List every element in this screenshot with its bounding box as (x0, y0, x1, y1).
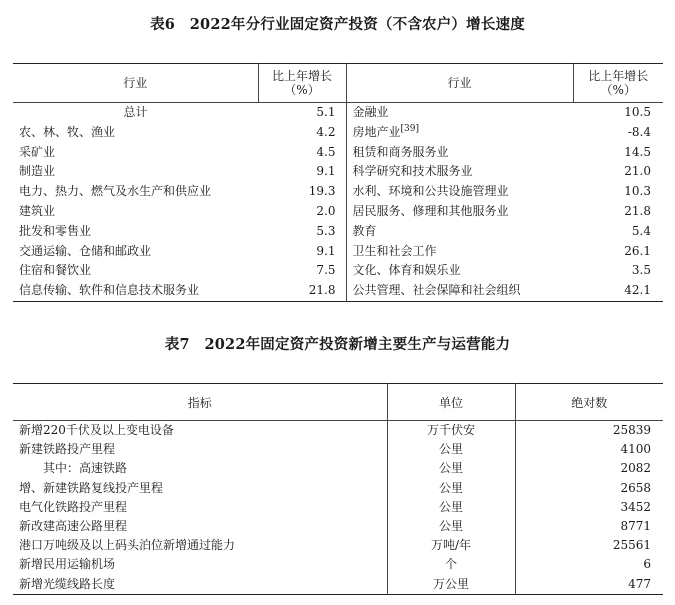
industry-name-right (346, 143, 573, 163)
indicator-name: 电气化铁路投产里程 (13, 498, 387, 517)
growth-value-right-text: 10.3 (624, 184, 651, 199)
industry-name-right (346, 123, 573, 143)
indicator-name: 新增光缆线路长度 (13, 575, 387, 595)
new-capacity-table (13, 383, 663, 595)
indicator-name: 其中：高速铁路 (13, 459, 387, 478)
table-row (13, 242, 663, 262)
growth-value-left-text: 5.3 (316, 223, 336, 238)
header-growth-right-line1: 比上年增长 (588, 69, 649, 83)
growth-value-left-text: 2.0 (316, 203, 336, 218)
industry-name-left-text: 建筑业 (19, 203, 56, 218)
indicator-unit: 万公里 (387, 575, 515, 595)
indicator-unit: 公里 (387, 440, 515, 459)
header-growth-left-line2: （%） (284, 83, 320, 97)
footnote-reference[interactable]: [39] (400, 123, 419, 134)
industry-name-left (13, 202, 258, 222)
table-row (13, 182, 663, 202)
industry-name-right-text: 卫生和社会工作 (352, 243, 437, 258)
industry-name-left-text: 制造业 (19, 164, 56, 179)
industry-name-left (13, 182, 258, 202)
industry-name-left (13, 143, 258, 163)
industry-name-right-text: 公共管理、社会保障和社会组织 (352, 283, 521, 298)
growth-value-left-text: 21.8 (308, 283, 336, 298)
growth-value-right-text: -8.4 (627, 124, 651, 139)
table-row (13, 479, 663, 498)
industry-growth-table (13, 63, 663, 302)
header-industry-left: 行业 (13, 64, 258, 103)
table-row (13, 517, 663, 536)
header-unit: 单位 (387, 384, 515, 421)
industry-name-left-text: 农、林、牧、渔业 (19, 124, 116, 139)
table-row (13, 202, 663, 222)
industry-name-right-text: 文化、体育和娱乐业 (352, 263, 461, 278)
growth-value-right-text: 26.1 (624, 243, 651, 258)
industry-name-right (346, 202, 573, 222)
growth-value-left-text: 4.2 (316, 124, 336, 139)
growth-value-right-text: 3.5 (631, 263, 651, 278)
table-row (13, 281, 663, 301)
industry-name-right-text: 教育 (352, 223, 377, 238)
growth-value-right (573, 123, 663, 143)
indicator-name: 新增民用运输机场 (13, 555, 387, 574)
industry-name-right (346, 261, 573, 281)
growth-value-left (258, 202, 346, 222)
table6-title: 表6 2022年分行业固定资产投资（不含农户）增长速度 (150, 16, 525, 33)
indicator-value: 25839 (612, 423, 651, 437)
header-growth-left-line1: 比上年增长 (271, 69, 332, 83)
industry-name-right-text: 水利、环境和公共设施管理业 (352, 184, 509, 199)
industry-name-right (346, 242, 573, 262)
header-growth-right (573, 64, 663, 103)
industry-name-right (346, 103, 573, 123)
growth-value-left (258, 222, 346, 242)
growth-value-left (258, 261, 346, 281)
indicator-unit: 公里 (387, 517, 515, 536)
table-row (13, 575, 663, 595)
header-growth-left (258, 64, 346, 103)
growth-value-right-text: 10.5 (624, 105, 651, 119)
table6-header-row (13, 64, 663, 103)
growth-value-left (258, 123, 346, 143)
indicator-name: 新建铁路投产里程 (13, 440, 387, 459)
header-indicator: 指标 (13, 384, 387, 421)
growth-value-right (573, 162, 663, 182)
growth-value-right-text: 42.1 (624, 283, 651, 298)
industry-name-left-text: 住宿和餐饮业 (19, 263, 92, 278)
growth-value-right (573, 182, 663, 202)
table-row (13, 536, 663, 555)
industry-name-left (13, 103, 258, 123)
table-row (13, 162, 663, 182)
table-row (13, 459, 663, 478)
table-row (13, 123, 663, 143)
growth-value-right-text: 14.5 (624, 144, 651, 159)
industry-name-left (13, 123, 258, 143)
table-row (13, 103, 663, 123)
indicator-value: 2658 (620, 480, 651, 495)
table-row (13, 421, 663, 441)
industry-name-right-text: 科学研究和技术服务业 (352, 164, 473, 179)
industry-name-left-text: 交通运输、仓储和邮政业 (19, 243, 152, 258)
industry-name-left-text: 采矿业 (19, 144, 56, 159)
industry-name-left (13, 242, 258, 262)
industry-name-left-text: 信息传输、软件和信息技术服务业 (19, 283, 200, 298)
indicator-name: 港口万吨级及以上码头泊位新增通过能力 (13, 536, 387, 555)
indicator-value: 8771 (620, 519, 651, 534)
growth-value-right (573, 281, 663, 301)
growth-value-right-text: 21.0 (624, 164, 651, 179)
industry-name-right-text: 房地产业 (352, 124, 401, 139)
growth-value-left-text: 9.1 (316, 243, 336, 258)
table7-title: 表7 2022年固定资产投资新增主要生产与运营能力 (164, 336, 511, 353)
indicator-value: 25561 (612, 538, 651, 553)
indicator-unit: 公里 (387, 479, 515, 498)
growth-value-right-text: 21.8 (624, 203, 651, 218)
header-industry-right: 行业 (346, 64, 573, 103)
table-row (13, 440, 663, 459)
growth-value-right (573, 222, 663, 242)
growth-value-right-text: 5.4 (631, 223, 651, 238)
growth-value-left-text: 19.3 (308, 184, 336, 199)
indicator-value: 2082 (620, 461, 651, 476)
industry-name-left-text: 批发和零售业 (19, 223, 92, 238)
growth-value-left-text: 9.1 (316, 164, 336, 179)
industry-name-right (346, 281, 573, 301)
table-row (13, 555, 663, 574)
indicator-name: 新增220千伏及以上变电设备 (13, 421, 387, 441)
growth-value-right (573, 143, 663, 163)
growth-value-left (258, 281, 346, 301)
growth-value-left (258, 162, 346, 182)
industry-name-right-text: 租赁和商务服务业 (352, 144, 449, 159)
indicator-name: 增、新建铁路复线投产里程 (13, 479, 387, 498)
industry-name-left (13, 162, 258, 182)
industry-name-right (346, 222, 573, 242)
table7-header-row (13, 384, 663, 421)
indicator-unit: 个 (387, 555, 515, 574)
growth-value-left (258, 103, 346, 123)
header-absolute: 绝对数 (515, 384, 663, 421)
indicator-unit: 万千伏安 (387, 421, 515, 441)
table-row (13, 222, 663, 242)
growth-value-left (258, 242, 346, 262)
growth-value-left (258, 182, 346, 202)
growth-value-right (573, 261, 663, 281)
industry-name-right (346, 182, 573, 202)
indicator-value: 6 (643, 557, 651, 572)
growth-value-left (258, 143, 346, 163)
indicator-unit: 万吨/年 (387, 536, 515, 555)
industry-name-left (13, 261, 258, 281)
growth-value-left-text: 7.5 (316, 263, 336, 278)
industry-name-left (13, 222, 258, 242)
indicator-name: 新改建高速公路里程 (13, 517, 387, 536)
industry-name-right (346, 162, 573, 182)
indicator-unit: 公里 (387, 498, 515, 517)
indicator-value: 4100 (620, 442, 651, 457)
industry-name-left-text: 总计 (123, 105, 148, 119)
industry-name-left-text: 电力、热力、燃气及水生产和供应业 (19, 184, 212, 199)
indicator-value: 3452 (620, 499, 651, 514)
growth-value-right (573, 103, 663, 123)
growth-value-left-text: 4.5 (316, 144, 336, 159)
indicator-value: 477 (628, 576, 651, 591)
header-growth-right-line2: （%） (600, 83, 636, 97)
indicator-unit: 公里 (387, 459, 515, 478)
growth-value-left-text: 5.1 (316, 105, 336, 119)
table-row (13, 498, 663, 517)
industry-name-right-text: 居民服务、修理和其他服务业 (352, 203, 509, 218)
table-row (13, 261, 663, 281)
growth-value-right (573, 242, 663, 262)
industry-name-right-text: 金融业 (352, 105, 389, 119)
industry-name-left (13, 281, 258, 301)
growth-value-right (573, 202, 663, 222)
table-row (13, 143, 663, 163)
